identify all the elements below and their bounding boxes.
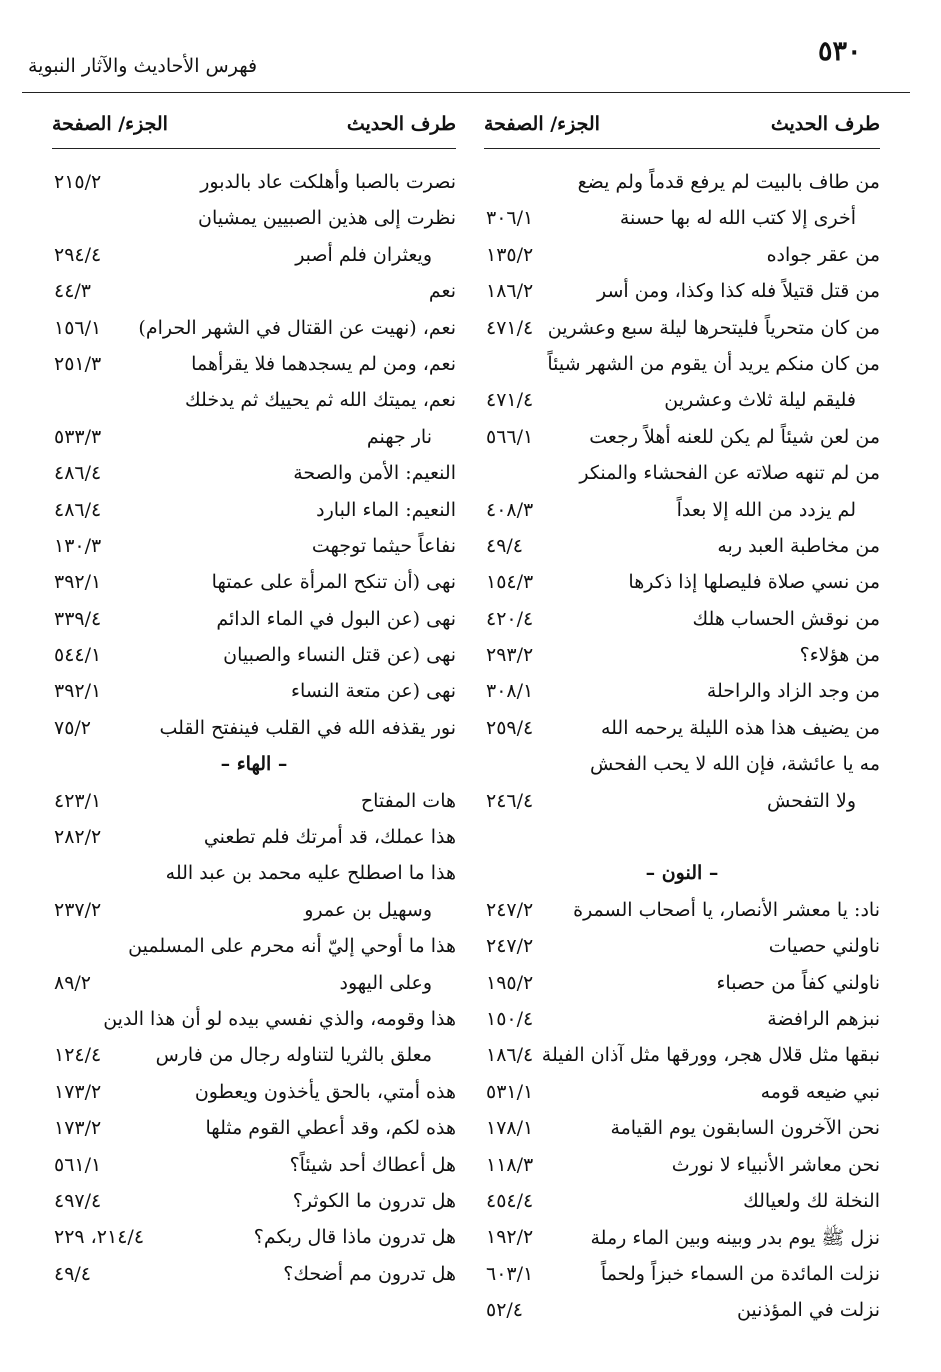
index-entry bbox=[484, 1186, 880, 1222]
volume-page-ref: ٤٧١/٤ bbox=[486, 316, 534, 339]
index-entry bbox=[484, 531, 880, 567]
hadith-text: نهى (عن متعة النساء bbox=[291, 680, 456, 703]
volume-page-ref: ٤٩٧/٤ bbox=[54, 1189, 102, 1212]
volume-page-ref: ١٧٨/١ bbox=[486, 1117, 534, 1140]
hadith-text: هذه أمتي، بالحق يأخذون ويعطون bbox=[194, 1080, 456, 1103]
index-entry bbox=[52, 604, 456, 640]
volume-page-ref: ٤٠٨/٣ bbox=[486, 498, 534, 521]
hadith-text: هذا وقومه، والذي نفسي بيده لو أن هذا الدين bbox=[103, 1007, 456, 1030]
index-entry bbox=[484, 1222, 880, 1258]
volume-page-ref: ٢١٤/٤، ٢٢٩ bbox=[54, 1226, 145, 1249]
index-entry bbox=[52, 1222, 456, 1258]
index-entry bbox=[52, 495, 456, 531]
volume-page-ref: ٣٩٢/١ bbox=[54, 571, 102, 594]
index-entry bbox=[484, 1150, 880, 1186]
volume-page-ref: ٤٥٤/٤ bbox=[486, 1189, 534, 1212]
hadith-text: نحن الآخرون السابقون يوم القيامة bbox=[610, 1117, 880, 1140]
column-header bbox=[52, 108, 456, 148]
index-entry bbox=[52, 786, 456, 822]
volume-page-ref: ١٥٦/١ bbox=[54, 316, 102, 339]
hadith-text: نهى (عن البول في الماء الدائم bbox=[216, 607, 456, 630]
hadith-text: وسهيل بن عمرو bbox=[304, 898, 432, 921]
hadith-text: من عقر جواده bbox=[766, 243, 880, 266]
volume-page-ref: ٨٩/٢ bbox=[54, 971, 92, 994]
volume-page-ref: ٢٤٦/٤ bbox=[486, 789, 534, 812]
reference-header: الجزء/ الصفحة bbox=[52, 113, 168, 135]
volume-page-ref: ٣٩٢/١ bbox=[54, 680, 102, 703]
hadith-text: هات المفتاح bbox=[360, 789, 456, 812]
volume-page-ref: ٤٧١/٤ bbox=[486, 389, 534, 412]
hadith-text: النعيم: الماء البارد bbox=[316, 498, 456, 521]
hadith-text: نور يقذفه الله في القلب فينفتح القلب bbox=[159, 716, 456, 739]
hadith-text: ويعثران فلم أصبر bbox=[295, 243, 432, 266]
volume-page-ref: ١٢٤/٤ bbox=[54, 1044, 102, 1067]
volume-page-ref: ٤٩/٤ bbox=[54, 1262, 92, 1285]
volume-page-ref: ٦٠٣/١ bbox=[486, 1262, 534, 1285]
hadith-text: أخرى إلا كتب الله له بها حسنة bbox=[619, 207, 856, 230]
volume-page-ref: ١٧٣/٢ bbox=[54, 1080, 102, 1103]
index-entry bbox=[52, 313, 456, 349]
index-entry bbox=[484, 786, 880, 822]
volume-page-ref: ٢٩٣/٢ bbox=[486, 644, 534, 667]
hadith-text: نزل ﷺ يوم بدر وبينه وبين الماء رملة bbox=[590, 1227, 880, 1250]
index-entry bbox=[52, 968, 456, 1004]
running-head: فهرس الأحاديث والآثار النبوية bbox=[28, 55, 258, 77]
index-entry bbox=[484, 968, 880, 1004]
volume-page-ref: ٣٠٦/١ bbox=[486, 207, 534, 230]
volume-page-ref: ٥٢/٤ bbox=[486, 1299, 524, 1322]
entry-list bbox=[484, 167, 880, 1332]
hadith-text: هل تدرون ما الكوثر؟ bbox=[292, 1189, 456, 1212]
hadith-text: هذا ما أوحي إليّ أنه محرم على المسلمين bbox=[128, 935, 456, 958]
index-entry bbox=[52, 858, 456, 894]
page-number: ٥٣٠ bbox=[818, 36, 862, 67]
volume-page-ref: ٢٩٤/٤ bbox=[54, 243, 102, 266]
hadith-text: ناولني حصيات bbox=[768, 935, 880, 958]
left-column bbox=[52, 108, 456, 1295]
volume-page-ref: ١٨٦/٢ bbox=[486, 280, 534, 303]
index-entry bbox=[52, 349, 456, 385]
volume-page-ref: ١٥٤/٣ bbox=[486, 571, 534, 594]
index-entry bbox=[484, 495, 880, 531]
hadith-text: من يضيف هذا هذه الليلة يرحمه الله bbox=[600, 716, 880, 739]
index-entry bbox=[484, 458, 880, 494]
hadith-text: مه يا عائشة، فإن الله لا يحب الفحش bbox=[590, 753, 880, 776]
hadith-text: من نسي صلاة فليصلها إذا ذكرها bbox=[628, 571, 880, 594]
index-entry bbox=[484, 895, 880, 931]
hadith-text: من طاف بالبيت لم يرفع قدماً ولم يضع bbox=[577, 171, 880, 193]
entry-list bbox=[52, 167, 456, 1295]
index-entry bbox=[52, 931, 456, 967]
index-entry bbox=[484, 1077, 880, 1113]
hadith-text: من قتل قتيلاً فله كذا وكذا، ومن أسر bbox=[597, 280, 880, 303]
hadith-text: نعم، ومن لم يسجدهما فلا يقرأهما bbox=[191, 352, 456, 375]
index-entry bbox=[52, 676, 456, 712]
hadith-text: وعلى اليهود bbox=[339, 971, 432, 994]
volume-page-ref: ٥٣١/١ bbox=[486, 1080, 534, 1103]
volume-page-ref: ٤٤/٣ bbox=[54, 280, 92, 303]
hadith-text: نهى (عن قتل النساء والصبيان bbox=[223, 644, 456, 667]
hadith-text: نبقها مثل قلال هجر، وورقها مثل آذان الفيلة bbox=[541, 1044, 880, 1067]
volume-page-ref: ٥٤٤/١ bbox=[54, 644, 102, 667]
hadith-header: طرف الحديث bbox=[346, 113, 456, 135]
index-entry bbox=[484, 240, 880, 276]
volume-page-ref: ١٣٥/٢ bbox=[486, 243, 534, 266]
hadith-text: من كان منكم يريد أن يقوم من الشهر شيئاً bbox=[547, 352, 880, 375]
hadith-text: نصرت بالصبا وأهلكت عاد بالدبور bbox=[200, 171, 456, 193]
hadith-text: نحن معاشر الأنبياء لا نورث bbox=[671, 1153, 880, 1176]
index-entry bbox=[52, 713, 456, 749]
volume-page-ref: ١٩٥/٢ bbox=[486, 971, 534, 994]
hadith-text: لم يزدد من الله إلا بعداً bbox=[676, 498, 856, 521]
hadith-text: ولا التفحش bbox=[767, 789, 856, 812]
volume-page-ref: ٥٣٣/٣ bbox=[54, 425, 102, 448]
volume-page-ref: ٤٨٦/٤ bbox=[54, 462, 102, 485]
volume-page-ref: ١٥٠/٤ bbox=[486, 1007, 534, 1030]
index-entry bbox=[484, 640, 880, 676]
hadith-text: هذا ما اصطلح عليه محمد بن عبد الله bbox=[165, 862, 456, 885]
index-entry bbox=[484, 167, 880, 203]
section-title: – الهاء – bbox=[220, 753, 288, 776]
hadith-text: هل تدرون مم أضحك؟ bbox=[283, 1262, 456, 1285]
volume-page-ref: ٢٥٩/٤ bbox=[486, 716, 534, 739]
column-header bbox=[484, 108, 880, 148]
hadith-text: نبي ضيعه قومه bbox=[760, 1080, 880, 1103]
volume-page-ref: ٢١٥/٢ bbox=[54, 171, 102, 193]
volume-page-ref: ٢٤٧/٢ bbox=[486, 935, 534, 958]
index-entry bbox=[52, 422, 456, 458]
index-entry bbox=[484, 822, 880, 858]
volume-page-ref: ٢٣٧/٢ bbox=[54, 898, 102, 921]
right-column bbox=[484, 108, 880, 1332]
index-entry bbox=[484, 931, 880, 967]
index-entry bbox=[52, 458, 456, 494]
index-entry bbox=[484, 749, 880, 785]
hadith-text: نفاعاً حيثما توجهت bbox=[311, 534, 456, 557]
index-entry bbox=[52, 1186, 456, 1222]
hadith-text: هذا عملك، قد أمرتك فلم تطعني bbox=[203, 826, 456, 849]
volume-page-ref: ١٨٦/٤ bbox=[486, 1044, 534, 1067]
section-title: – النون – bbox=[645, 862, 719, 885]
index-entry bbox=[484, 1295, 880, 1331]
reference-header: الجزء/ الصفحة bbox=[484, 113, 600, 135]
volume-page-ref: ١٣٠/٣ bbox=[54, 534, 102, 557]
index-entry bbox=[52, 822, 456, 858]
volume-page-ref: ٤٢٣/١ bbox=[54, 789, 102, 812]
index-entry bbox=[52, 1113, 456, 1149]
volume-page-ref: ٢٤٧/٢ bbox=[486, 898, 534, 921]
hadith-text: من كان متحرياً فليتحرها ليلة سبع وعشرين bbox=[547, 316, 880, 339]
index-entry bbox=[484, 349, 880, 385]
hadith-text: نزلت المائدة من السماء خبزاً ولحماً bbox=[600, 1262, 880, 1285]
volume-page-ref: ٤٢٠/٤ bbox=[486, 607, 534, 630]
index-entry bbox=[484, 203, 880, 239]
index-entry bbox=[52, 531, 456, 567]
volume-page-ref: ٥٦٦/١ bbox=[486, 425, 534, 448]
volume-page-ref: ٤٩/٤ bbox=[486, 534, 524, 557]
index-entry bbox=[484, 1040, 880, 1076]
hadith-text: نهى (أن تنكح المرأة على عمتها bbox=[211, 571, 456, 594]
index-entry bbox=[52, 240, 456, 276]
index-entry bbox=[52, 640, 456, 676]
volume-page-ref: ٣٠٨/١ bbox=[486, 680, 534, 703]
volume-page-ref: ٢٥١/٣ bbox=[54, 352, 102, 375]
index-entry bbox=[52, 1150, 456, 1186]
index-entry bbox=[484, 422, 880, 458]
index-entry bbox=[52, 1259, 456, 1295]
index-entry bbox=[52, 1004, 456, 1040]
index-entry bbox=[484, 713, 880, 749]
hadith-text: من مخاطبة العبد ربه bbox=[717, 534, 880, 557]
hadith-text: من نوقش الحساب هلك bbox=[692, 607, 880, 630]
hadith-text: هذه لكم، وقد أعطي القوم مثلها bbox=[205, 1117, 456, 1140]
hadith-text: ناولني كفاً من حصباء bbox=[716, 971, 880, 994]
volume-page-ref: ٥٦١/١ bbox=[54, 1153, 102, 1176]
volume-page-ref: ٧٥/٢ bbox=[54, 716, 92, 739]
hadith-text: ناد: يا معشر الأنصار، يا أصحاب السمرة bbox=[573, 898, 880, 921]
section-heading bbox=[484, 858, 880, 894]
index-entry bbox=[52, 895, 456, 931]
index-entry bbox=[52, 385, 456, 421]
index-entry bbox=[52, 1077, 456, 1113]
hadith-text: النعيم: الأمن والصحة bbox=[293, 462, 456, 485]
hadith-text: نظرت إلى هذين الصبيين يمشيان bbox=[198, 207, 456, 230]
volume-page-ref: ٢٨٢/٢ bbox=[54, 826, 102, 849]
index-entry bbox=[484, 604, 880, 640]
hadith-text: نعم bbox=[428, 280, 456, 303]
column-rule bbox=[484, 148, 880, 149]
index-entry bbox=[52, 1040, 456, 1076]
hadith-header: طرف الحديث bbox=[770, 113, 880, 135]
index-entry bbox=[484, 276, 880, 312]
hadith-text: فليقم ليلة ثلاث وعشرين bbox=[664, 389, 856, 412]
index-entry bbox=[52, 203, 456, 239]
index-entry bbox=[52, 167, 456, 203]
header-rule bbox=[22, 92, 910, 93]
hadith-text: من وجد الزاد والراحلة bbox=[706, 680, 880, 703]
section-heading bbox=[52, 749, 456, 785]
index-entry bbox=[484, 1113, 880, 1149]
index-entry bbox=[52, 276, 456, 312]
volume-page-ref: ٣٣٩/٤ bbox=[54, 607, 102, 630]
hadith-text: هل تدرون ماذا قال ربكم؟ bbox=[253, 1226, 456, 1249]
volume-page-ref: ١١٨/٣ bbox=[486, 1153, 534, 1176]
hadith-text: نعم، يميتك الله ثم يحييك ثم يدخلك bbox=[185, 389, 456, 412]
index-entry bbox=[484, 385, 880, 421]
index-entry bbox=[52, 567, 456, 603]
volume-page-ref: ٤٨٦/٤ bbox=[54, 498, 102, 521]
index-entry bbox=[484, 313, 880, 349]
index-entry bbox=[484, 1259, 880, 1295]
hadith-text: من لم تنهه صلاته عن الفحشاء والمنكر bbox=[579, 462, 880, 485]
hadith-text: نار جهنم bbox=[366, 425, 432, 448]
hadith-text: هل أعطاك أحد شيئاً؟ bbox=[289, 1153, 456, 1176]
index-entry bbox=[484, 567, 880, 603]
hadith-text: نعم، (نهيت عن القتال في الشهر الحرام) bbox=[138, 316, 456, 339]
column-rule bbox=[52, 148, 456, 149]
hadith-text: نبزهم الرافضة bbox=[767, 1007, 880, 1030]
index-entry bbox=[484, 676, 880, 712]
hadith-text: من هؤلاء؟ bbox=[799, 644, 880, 667]
hadith-text: من لعن شيئاً لم يكن للعنه أهلاً رجعت bbox=[589, 425, 880, 448]
index-entry bbox=[484, 1004, 880, 1040]
hadith-text: النخلة لك ولعيالك bbox=[743, 1189, 880, 1212]
volume-page-ref: ١٩٢/٢ bbox=[486, 1226, 534, 1249]
hadith-text: معلق بالثريا لتناوله رجال من فارس bbox=[155, 1044, 432, 1067]
hadith-text: نزلت في المؤذنين bbox=[736, 1299, 880, 1322]
volume-page-ref: ١٧٣/٢ bbox=[54, 1117, 102, 1140]
